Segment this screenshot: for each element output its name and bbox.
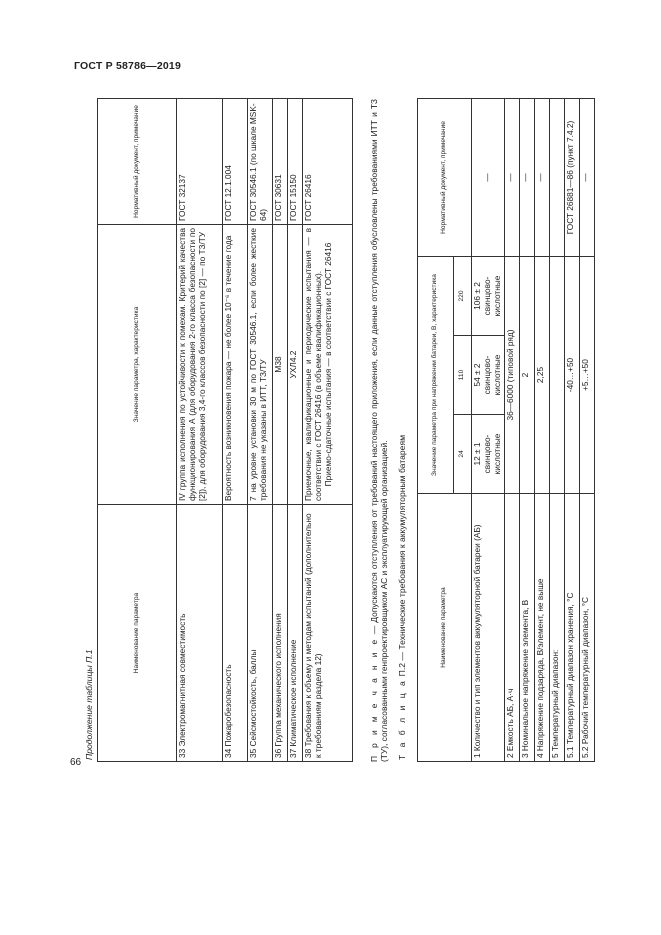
t1-row-name: 34 Пожаробезопасность — [223, 505, 248, 762]
t1-row-name: 35 Сейсмостойкость, баллы — [248, 505, 273, 762]
t1-row-value-part2: Приемо-сдаточные испытания — в соответствии с ГОСТ 26416 — [322, 242, 333, 487]
t2-row-name: 5.1 Температурный диапазон хранения, °С — [564, 494, 579, 762]
t2-cell-220-count: 106 ± 2 — [472, 282, 482, 310]
t2-row-name: 5.2 Рабочий температурный диапазон, °С — [579, 494, 594, 762]
table-row — [579, 99, 594, 762]
t2-row-name: 3 Номинальное напряжение элемента, В — [519, 494, 534, 762]
table-row — [248, 99, 273, 762]
t2-row-name: 5 Температурный диапазон: — [549, 494, 564, 762]
t1-row-value — [303, 225, 353, 505]
t2-row-value: 36—6000 (типовой ряд) — [504, 257, 519, 494]
t2-cell-24-count: 12 ± 1 — [472, 442, 482, 466]
t1-header-value: Значение параметра, характеристика — [98, 225, 177, 505]
t2-row-doc — [549, 99, 564, 257]
table-p1 — [97, 98, 353, 762]
t2-row-doc: — — [504, 99, 519, 257]
t1-row-name: 37 Климатическое исполнение — [288, 505, 303, 762]
table-row — [519, 99, 534, 762]
t2-header-doc: Нормативный документ, примечание — [418, 99, 472, 257]
table-row — [273, 99, 288, 762]
t1-row-doc: ГОСТ 15150 — [288, 99, 303, 225]
t2-cell-110 — [472, 336, 505, 415]
t2-header-24: 24 — [454, 415, 472, 494]
t2-row-doc: — — [579, 99, 594, 257]
t1-row-doc: ГОСТ 30546.1 (по шкале MSK-64) — [248, 99, 273, 225]
table-row — [223, 99, 248, 762]
rotated-content — [83, 97, 390, 762]
t2-row-doc: — — [519, 99, 534, 257]
page-header: ГОСТ Р 58786—2019 — [74, 60, 182, 72]
t2-cell-24-type: свинцово-кислотные — [481, 433, 502, 475]
t2-row-doc: — — [472, 99, 505, 257]
t2-row-value — [549, 257, 564, 494]
table-note — [369, 99, 390, 762]
table-row — [564, 99, 579, 762]
table-row — [303, 99, 353, 762]
t1-row-name: 36 Группа механического исполнения — [273, 505, 288, 762]
t1-header-name: Наименование параметра — [98, 505, 177, 762]
rotated-content-2 — [397, 97, 617, 762]
t2-cell-220-type: свинцово-кислотные — [481, 275, 502, 317]
t2-header-name: Наименование параметра — [418, 494, 472, 762]
t1-row-doc: ГОСТ 30631 — [273, 99, 288, 225]
t1-row-name: 33 Электромагнитная совместимость — [177, 505, 223, 762]
t2-cell-24 — [472, 415, 505, 494]
t2-cell-220 — [472, 257, 505, 336]
table-row — [288, 99, 303, 762]
t1-row-value: М38 — [273, 225, 288, 505]
t1-row-value: 7 на уровне установки 30 м по ГОСТ 30546.1, если более жесткие требования не указаны в ИТТ, ТЗ/ТУ — [248, 225, 273, 505]
note-text: — Допускаются отступления от требований настоящего приложения, если данные отступления обусловлены требованиями ИТТ и ТЗ (ТУ), согласованными генпроектировщиком АС и эксплуатирующей организацией. — [369, 99, 390, 762]
table-row — [472, 99, 505, 762]
t1-header-doc: Нормативный документ, примечание — [98, 99, 177, 225]
page-number: 66 — [70, 757, 82, 768]
t2-row-value: -40…+50 — [564, 257, 579, 494]
t2-row-value: +5…+50 — [579, 257, 594, 494]
t2-row-value: 2 — [519, 257, 534, 494]
note-label: П р и м е ч а н и е — [369, 637, 379, 762]
t2-cell-110-type: свинцово-кислотные — [481, 354, 502, 396]
t1-row-value: IV группа исполнения по устойчивости к помехам. Критерий качества функционирования А (для оборудования 2-го класса безопасности по [2]), для оборудования 3,4-го классов безопасности по [2] — по ТЗ/ТУ — [177, 225, 223, 505]
table-row — [534, 99, 549, 762]
t2-row-value: 2,25 — [534, 257, 549, 494]
t1-row-value: Вероятность возникновения пожара — не более 10⁻⁶ в течение года — [223, 225, 248, 505]
t2-row-name: 1 Количество и тип элементов аккумуляторной батареи (АБ) — [472, 494, 505, 762]
t1-row-value-part1: Приемочные, квалификационные и периодические испытания — в соответствии с ГОСТ 26416 (в объеме квалификационных). — [303, 228, 323, 501]
table2-caption — [397, 435, 407, 760]
t2-header-110: 110 — [454, 336, 472, 415]
t2-cell-110-count: 54 ± 2 — [472, 363, 482, 387]
t2-row-doc: ГОСТ 26881—86 (пункт 7.4.2) — [564, 99, 579, 257]
t1-row-value: УХЛ4.2 — [288, 225, 303, 505]
table-continuation-caption: Продолжение таблицы П.1 — [84, 649, 94, 760]
table-row — [504, 99, 519, 762]
t1-row-doc: ГОСТ 12.1.004 — [223, 99, 248, 225]
table2-caption-text: П.2 — Технические требования к аккумуляторным батареям — [397, 434, 407, 679]
table-row — [177, 99, 223, 762]
t2-row-name: 4 Напряжение подзаряда, В/элемент, не выше — [534, 494, 549, 762]
table-row — [549, 99, 564, 762]
t2-header-220: 220 — [454, 257, 472, 336]
t1-row-doc: ГОСТ 26416 — [303, 99, 353, 225]
t1-row-name: 38 Требования к объему и методам испытаний (дополнительно к требованиям раздела 12) — [303, 505, 353, 762]
table2-caption-label: Т а б л и ц а — [397, 678, 407, 760]
t2-row-doc: — — [534, 99, 549, 257]
t1-row-doc: ГОСТ 32137 — [177, 99, 223, 225]
table-p2 — [417, 98, 595, 762]
t2-header-group: Значение параметра при напряжении батареи, В, характеристика — [418, 257, 454, 494]
t2-row-name: 2 Емкость АБ, А·ч — [504, 494, 519, 762]
